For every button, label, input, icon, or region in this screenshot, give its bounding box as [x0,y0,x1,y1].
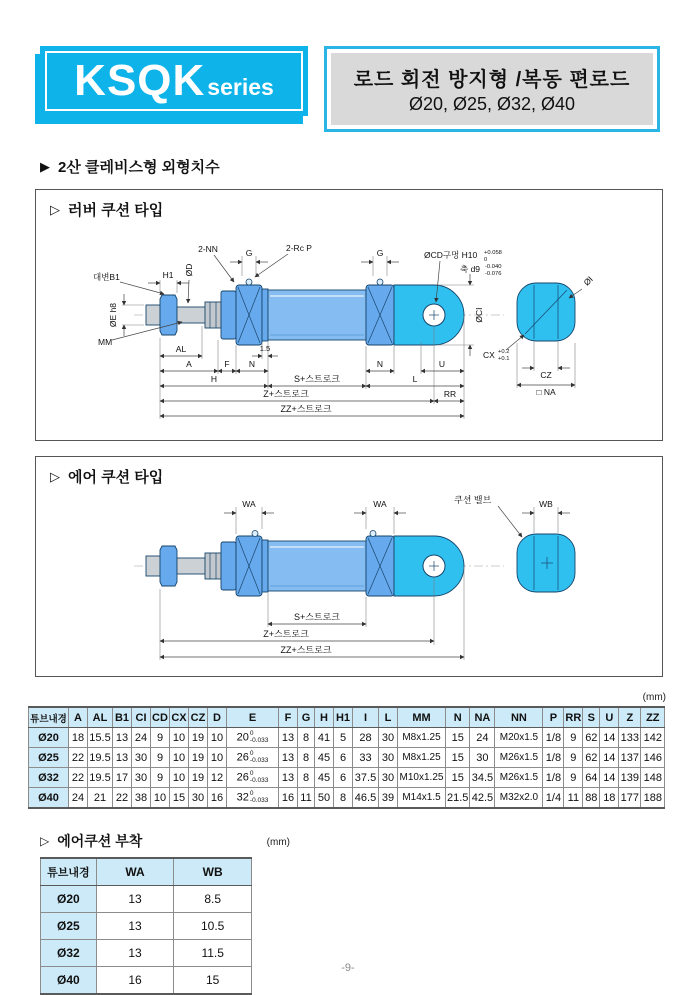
cell: 30 [379,748,398,768]
air-cushion-title: 에어 쿠션 타입 [68,469,164,486]
cell: 10.5 [174,913,252,940]
cell: 22 [69,748,88,768]
cell: M26x1.5 [495,748,543,768]
label-d9-sub: -0.076 [485,271,502,277]
col-header: 튜브내경 [41,858,97,886]
label-cd-hole: ØCD구멍 H10 [424,250,478,260]
table-row [29,768,665,788]
table-header-row [41,858,252,886]
label-g-right: G [376,248,384,258]
cell: 64 [583,768,600,788]
cell: 17 [113,768,132,788]
label-s-stroke: S+스트로크 [293,612,341,622]
cell: 19.5 [88,768,113,788]
cell: 10 [170,748,189,768]
cell: M8x1.25 [398,748,446,768]
cell: 34.5 [470,768,495,788]
col-header: A [69,707,88,728]
table-row [41,886,252,913]
label-h: H [210,374,218,384]
series-logo [40,46,308,116]
page-number: -9- [341,962,355,974]
section-heading [40,156,696,177]
cell: 24 [132,728,151,748]
cell: 8 [298,748,315,768]
rubber-cushion-diagram [36,190,661,437]
cell: 21.5 [446,788,470,809]
cell: 45 [315,768,334,788]
label-mm: MM [98,337,113,347]
label-oci: ØCI [474,307,484,323]
cell: 33 [353,748,379,768]
cell: 9 [564,768,583,788]
label-cz: CZ [540,370,552,380]
panel-marker-icon: ▷ [50,201,60,217]
air-cushion-panel [35,456,663,677]
label-s-stroke: S+스트로크 [293,374,341,384]
cell: M14x1.5 [398,788,446,809]
cell-dia: Ø40 [29,788,69,809]
cylinder-tube [268,290,366,340]
col-header: ZZ [641,707,665,728]
tolerance-sub: -0.033 [249,756,269,764]
dimension-table [28,706,665,809]
cell: 42.5 [470,788,495,809]
col-header: 튜브내경 [29,707,69,728]
cell: 30 [379,728,398,748]
cell: 41 [315,728,334,748]
col-header: D [208,707,227,728]
cell: 1/8 [543,728,564,748]
cell: 12 [208,768,227,788]
label-oi: ØI [581,274,595,288]
rubber-cushion-panel [35,189,663,441]
head-cushion-valve [252,531,258,537]
cell: 11 [298,788,315,809]
col-header: AL [88,707,113,728]
label-wa-left: WA [242,499,256,509]
rod-nut [160,546,177,586]
cell: 8 [298,768,315,788]
cell: 24 [69,788,88,809]
cell: 45 [315,748,334,768]
cell: 13 [96,940,174,967]
label-a: A [186,359,192,369]
cell: 18 [600,788,619,809]
cell: 13 [279,768,298,788]
col-header: CI [132,707,151,728]
rubber-cushion-title: 러버 쿠션 타입 [68,202,164,219]
cell: 14 [600,768,619,788]
tolerance-sub: -0.033 [249,776,269,784]
cell: 1/4 [543,788,564,809]
cell-dia: Ø32 [29,768,69,788]
cell-dia: Ø32 [41,940,97,967]
cell: 88 [583,788,600,809]
label-zz-stroke: ZZ+스트로크 [280,645,332,655]
cell: 10 [208,748,227,768]
cell: 9 [564,728,583,748]
cell: 10 [170,768,189,788]
tolerance-base: 26 [236,771,249,784]
cell: 16 [96,967,174,995]
cell: 30 [379,768,398,788]
cylinder-tube [268,541,366,591]
cell: 19 [189,748,208,768]
tolerance-base: 26 [236,751,249,764]
label-n-left: N [248,359,256,369]
label-cd-sub: 0 [484,257,488,263]
col-header: CZ [189,707,208,728]
cell: M8x1.25 [398,728,446,748]
cell: 37.5 [353,768,379,788]
cell: 28 [353,728,379,748]
label-rr: RR [443,389,457,399]
col-header: RR [564,707,583,728]
table-row [29,728,665,748]
main-table-unit: (mm) [642,692,666,703]
cell: 133 [619,728,641,748]
cell: 15.5 [88,728,113,748]
label-u: U [438,359,446,369]
cushion-table-title: 에어쿠션 부착 [57,833,143,849]
label-cushion-valve: 쿠션 밸브 [454,495,492,505]
cell: 9 [151,728,170,748]
rod-tip [146,305,160,325]
label-g-left: G [245,248,253,258]
cell: 50 [315,788,334,809]
cell: 39 [379,788,398,809]
rod-hex [205,302,221,328]
label-d9-sup: -0.040 [485,264,502,270]
cell: 139 [619,768,641,788]
cell: M26x1.5 [495,768,543,788]
col-header: Z [619,707,641,728]
col-header: CX [170,707,189,728]
rod-hex [205,553,221,579]
cell: 8 [334,788,353,809]
cell: 13 [279,748,298,768]
cell: 5 [334,728,353,748]
cell: 11 [564,788,583,809]
cell: 38 [132,788,151,809]
cell: 11.5 [174,940,252,967]
cushion-marker-icon: ▷ [40,834,50,848]
tolerance-base: 20 [236,731,249,744]
col-header: CD [151,707,170,728]
table-header-row [29,707,665,728]
tolerance-sub: -0.033 [249,736,269,744]
rear-cushion-valve [370,531,376,537]
cell: 9 [564,748,583,768]
cell-tolerance [227,748,279,768]
cell: 13 [113,748,132,768]
label-1-5: 1.5 [259,344,271,353]
col-header: MM [398,707,446,728]
cell: 8 [298,728,315,748]
tolerance-sub: -0.033 [249,796,269,804]
head-port [246,279,252,285]
label-cd-sup: +0.058 [484,250,502,256]
cell: 14 [600,748,619,768]
cell: 6 [334,748,353,768]
tube-ring [262,289,268,341]
logo-series-name: KSQK [74,56,206,105]
cell-tolerance [227,768,279,788]
cell: 15 [446,728,470,748]
label-l: L [412,374,418,384]
rod-nut [160,295,177,335]
page-header [0,0,696,132]
col-header: WB [174,858,252,886]
tolerance-sup: 0 [249,770,254,777]
cell-dia: Ø25 [29,748,69,768]
table-row [29,788,665,809]
table-row [29,748,665,768]
label-cx-sup: +0.2 [498,349,510,355]
air-cushion-diagram [36,457,661,673]
panel-marker-icon: ▷ [50,468,60,484]
cell: 22 [69,768,88,788]
cell: 13 [279,728,298,748]
section-title: 2산 클레비스형 외형치수 [58,159,220,176]
cell: 13 [96,913,174,940]
col-header: S [583,707,600,728]
label-na: □ NA [536,387,556,397]
rod-collar [221,291,236,339]
cell: 6 [334,768,353,788]
cell: M20x1.5 [495,728,543,748]
cell: 19 [189,728,208,748]
rod-collar [221,542,236,590]
cell: 9 [151,768,170,788]
col-header: L [379,707,398,728]
section-marker-icon: ▶ [40,158,50,174]
label-oe-h8: ØE h8 [108,302,118,328]
cell: 22 [113,788,132,809]
title-line1: 로드 회전 방지형 /복동 편로드 [353,69,631,91]
title-line2: Ø20, Ø25, Ø32, Ø40 [408,94,576,114]
label-wa-right: WA [373,499,387,509]
cell-dia: Ø25 [41,913,97,940]
cell: 15 [446,768,470,788]
label-h1: H1 [162,270,174,280]
label-n-right: N [376,359,384,369]
cushion-table-unit: (mm) [266,837,290,848]
cell: 10 [151,788,170,809]
cell: 30 [132,748,151,768]
label-al: AL [175,344,187,354]
col-header: H [315,707,334,728]
cell: 1/8 [543,768,564,788]
tolerance-base: 32 [236,791,249,804]
label-od: ØD [184,263,194,277]
col-header: H1 [334,707,353,728]
rear-port [377,279,383,285]
label-f: F [224,359,230,369]
cell: 1/8 [543,748,564,768]
cell: 30 [132,768,151,788]
cell: 9 [151,748,170,768]
cell-dia: Ø20 [41,886,97,913]
label-hex-b1: 대변B1 [93,272,120,282]
col-header: I [353,707,379,728]
label-cx-sub: +0.1 [498,356,510,362]
label-rcp: 2-Rc P [286,243,312,253]
cell: 13 [96,886,174,913]
cell: 62 [583,728,600,748]
col-header: P [543,707,564,728]
label-cx: CX [483,350,495,360]
label-z-stroke: Z+스트로크 [263,389,309,399]
col-header: NA [470,707,495,728]
cell: 19 [189,768,208,788]
cell: M10x1.25 [398,768,446,788]
cell-tolerance [227,728,279,748]
cell: 15 [174,967,252,995]
cell: 15 [446,748,470,768]
label-2nn: 2-NN [198,244,218,254]
col-header: N [446,707,470,728]
cell: 62 [583,748,600,768]
cell: 14 [600,728,619,748]
cell: 177 [619,788,641,809]
cell: 148 [641,768,665,788]
cell: 16 [279,788,298,809]
cell: 10 [208,728,227,748]
col-header: G [298,707,315,728]
cell: 188 [641,788,665,809]
cell: 24 [470,728,495,748]
cell: 21 [88,788,113,809]
tolerance-sup: 0 [249,750,254,757]
cell: M32x2.0 [495,788,543,809]
cell: 142 [641,728,665,748]
label-z-stroke: Z+스트로크 [263,629,309,639]
col-header: B1 [113,707,132,728]
rod-tip [146,556,160,576]
cushion-table [40,857,252,995]
col-header: U [600,707,619,728]
label-shaft-d9: 축 d9 [460,264,481,274]
label-zz-stroke: ZZ+스트로크 [280,404,332,414]
cell: 18 [69,728,88,748]
col-header: E [227,707,279,728]
tolerance-sup: 0 [249,790,254,797]
cell-tolerance [227,788,279,809]
cell: 8.5 [174,886,252,913]
cell: 19.5 [88,748,113,768]
cell: 13 [113,728,132,748]
table-row [41,913,252,940]
col-header: WA [96,858,174,886]
cell: 137 [619,748,641,768]
cell: 46.5 [353,788,379,809]
cell: 146 [641,748,665,768]
tolerance-sup: 0 [249,730,254,737]
logo-series-suffix: series [207,74,274,100]
cell-dia: Ø40 [41,967,97,995]
cell: 30 [470,748,495,768]
cell: 30 [189,788,208,809]
cell: 16 [208,788,227,809]
cell-dia: Ø20 [29,728,69,748]
tube-ring [262,540,268,592]
cell: 15 [170,788,189,809]
label-wb: WB [539,499,553,509]
col-header: NN [495,707,543,728]
col-header: F [279,707,298,728]
cell: 10 [170,728,189,748]
title-box [324,46,660,132]
